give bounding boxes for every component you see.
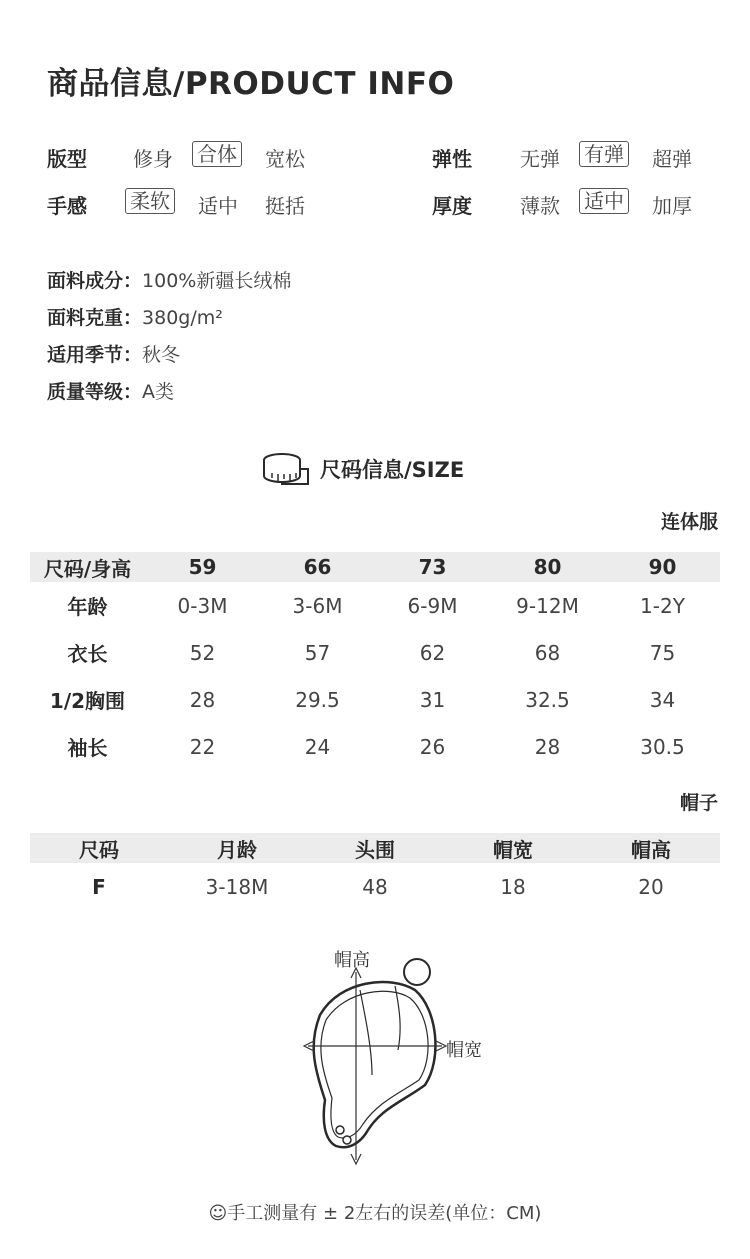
- romper-subtitle: 连体服: [660, 511, 718, 533]
- spec-season: [47, 340, 180, 367]
- table-cell: 0-3M: [177, 593, 228, 618]
- thickness-option-thin: 薄款: [520, 194, 560, 218]
- page-title: 商品信息/PRODUCT INFO: [47, 66, 455, 102]
- elastic-label: 弹性: [432, 147, 472, 171]
- spec-fabric-key: 面料成分：: [47, 270, 143, 292]
- table-cell: 31: [419, 687, 446, 712]
- fit-label: 版型: [47, 147, 87, 171]
- table-cell: 18: [500, 874, 526, 899]
- table-cell: 34: [649, 687, 676, 712]
- fit-option-slim: 修身: [133, 147, 173, 171]
- hat-header-cell: 头围: [355, 837, 395, 862]
- table-cell: 3-18M: [205, 874, 269, 899]
- romper-size-table: [30, 552, 720, 770]
- table-cell: 3-6M: [292, 593, 343, 618]
- hat-width-label: 帽宽: [446, 1040, 482, 1061]
- table-row: [30, 723, 720, 770]
- spec-weight: [47, 303, 223, 330]
- romper-header-cell: 90: [648, 555, 677, 579]
- table-cell: 30.5: [640, 734, 685, 759]
- table-row: [30, 582, 720, 629]
- table-cell: 22: [189, 734, 216, 759]
- spec-weight-value: 380g/m²: [142, 307, 223, 329]
- table-cell: 32.5: [525, 687, 570, 712]
- spec-season-value: 秋冬: [142, 344, 181, 366]
- hat-table-header: [30, 833, 720, 863]
- table-cell: 26: [419, 734, 446, 759]
- spec-grade: [47, 377, 174, 404]
- spec-weight-key: 面料克重：: [47, 307, 143, 329]
- row-header-cell: 1/2胸围: [49, 689, 126, 713]
- feel-option-stiff: 挺括: [265, 194, 305, 218]
- romper-table-header: [30, 552, 720, 582]
- thickness-option-medium-selected: 适中: [579, 188, 629, 214]
- romper-header-cell: 73: [418, 555, 447, 579]
- row-header-cell: 衣长: [67, 642, 108, 666]
- measurement-note: ☺手工测量有 ± 2左右的误差(单位：CM): [208, 1203, 542, 1224]
- romper-header-cell: 尺码/身高: [43, 556, 132, 581]
- elastic-option-super: 超弹: [652, 147, 692, 171]
- tape-measure-icon: [262, 451, 310, 487]
- row-header-cell: F: [92, 874, 106, 899]
- size-section-title: 尺码信息/SIZE: [320, 458, 465, 482]
- table-cell: 52: [189, 640, 216, 665]
- thickness-label: 厚度: [432, 194, 472, 218]
- table-cell: 62: [419, 640, 446, 665]
- spec-season-key: 适用季节：: [47, 344, 143, 366]
- feel-option-medium: 适中: [198, 194, 238, 218]
- hat-header-cell: 帽宽: [493, 837, 533, 862]
- spec-grade-key: 质量等级：: [47, 381, 143, 403]
- table-cell: 9-12M: [516, 593, 579, 618]
- feel-option-soft-selected: 柔软: [125, 188, 175, 214]
- hat-subtitle: 帽子: [679, 792, 718, 814]
- row-header-cell: 年龄: [67, 595, 108, 619]
- spec-fabric-value: 100%新疆长绒棉: [142, 270, 292, 292]
- hat-header-cell: 尺码: [79, 837, 119, 862]
- table-row: [30, 629, 720, 676]
- table-cell: 68: [534, 640, 561, 665]
- row-header-cell: 袖长: [67, 736, 108, 760]
- hat-size-table: [30, 833, 720, 910]
- spec-fabric: [47, 266, 291, 293]
- hat-header-cell: 帽高: [631, 837, 671, 862]
- feel-label: 手感: [47, 194, 87, 218]
- romper-header-cell: 59: [188, 555, 217, 579]
- elastic-option-some-selected: 有弹: [579, 141, 629, 167]
- hat-height-label: 帽高: [334, 950, 370, 971]
- table-cell: 1-2Y: [640, 593, 685, 618]
- table-cell: 24: [304, 734, 331, 759]
- table-row: [30, 676, 720, 723]
- table-cell: 75: [649, 640, 676, 665]
- hat-header-cell: 月龄: [217, 837, 257, 862]
- table-cell: 28: [534, 734, 561, 759]
- table-cell: 48: [362, 874, 388, 899]
- table-cell: 6-9M: [407, 593, 458, 618]
- table-cell: 20: [638, 874, 664, 899]
- fit-option-regular-selected: 合体: [192, 141, 242, 167]
- spec-grade-value: A类: [142, 381, 175, 403]
- table-cell: 29.5: [295, 687, 340, 712]
- romper-header-cell: 80: [533, 555, 562, 579]
- fit-option-loose: 宽松: [265, 147, 305, 171]
- table-cell: 28: [189, 687, 216, 712]
- hat-diagram: [290, 950, 460, 1170]
- elastic-option-none: 无弹: [520, 147, 560, 171]
- romper-header-cell: 66: [303, 555, 332, 579]
- table-row: [30, 863, 720, 910]
- thickness-option-thick: 加厚: [652, 194, 692, 218]
- table-cell: 57: [304, 640, 331, 665]
- size-section-header: [262, 449, 464, 489]
